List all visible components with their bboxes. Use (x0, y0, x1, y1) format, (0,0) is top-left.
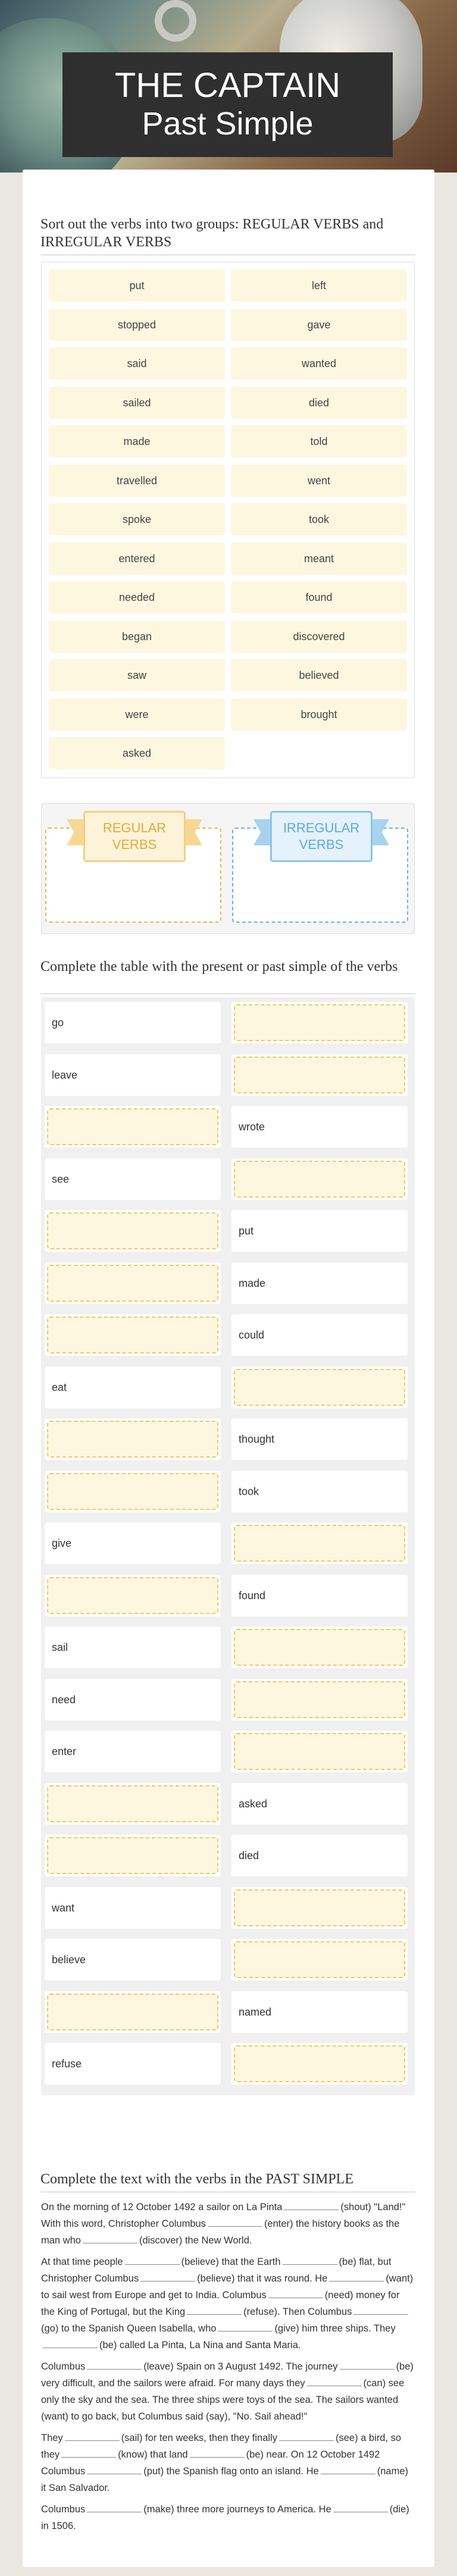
story-text-segment: (refuse). Then Columbus (243, 2307, 352, 2317)
story-text-segment: Columbus (41, 2361, 86, 2372)
verb-chip[interactable]: told (231, 425, 407, 457)
answer-input[interactable] (231, 1627, 408, 1668)
answer-input[interactable] (45, 1783, 221, 1825)
story-text-segment: (need) money for the King of Portugal, but the King (41, 2290, 400, 2317)
gap-input[interactable] (283, 2264, 337, 2265)
verb-chip[interactable]: left (231, 269, 407, 302)
exercise2-instruction: Complete the table with the present or past simple of the verbs (40, 959, 398, 974)
table-cell: eat (45, 1367, 221, 1408)
answer-input[interactable] (45, 1575, 221, 1616)
answer-input[interactable] (231, 1679, 408, 1721)
story-paragraph (41, 2254, 415, 2354)
verb-chip[interactable]: discovered (231, 621, 407, 653)
verb-chip[interactable]: found (231, 581, 407, 613)
verb-chip[interactable]: gave (231, 309, 407, 341)
answer-input[interactable] (45, 1262, 221, 1304)
regular-verbs-ribbon (67, 811, 202, 862)
exercise1-instruction: Sort out the verbs into two groups: REGULAR VERBS and IRREGULAR VERBS (40, 217, 384, 250)
story-text-segment: (go) to the Spanish Queen Isabella, who (41, 2323, 217, 2334)
groups-panel (41, 803, 415, 934)
table-cell: took (231, 1471, 408, 1512)
verb-chip[interactable]: went (231, 465, 407, 497)
title-box (62, 52, 393, 157)
gap-input[interactable] (65, 2440, 120, 2441)
answer-input[interactable] (231, 1939, 408, 1980)
regular-label-line1: REGULAR (102, 820, 167, 835)
table-cell: see (45, 1158, 221, 1200)
story-text-segment: (leave) Spain on 3 August 1492. The journey (143, 2361, 338, 2372)
story-paragraph (41, 2501, 415, 2534)
story-text-segment: (want) to sail west from Europe and get to India. Columbus (41, 2273, 414, 2301)
table-cell: enter (45, 1731, 221, 1772)
table-cell: go (45, 1002, 221, 1043)
story-text-segment: (give) him three ships. They (274, 2323, 396, 2334)
table-cell: give (45, 1522, 221, 1564)
answer-input[interactable] (231, 1887, 408, 1929)
gap-input[interactable] (329, 2281, 384, 2282)
story-text-segment: (believe) that the Earth (181, 2257, 281, 2267)
story-text-segment: (name) it San Salvador. (41, 2466, 409, 2493)
gap-input[interactable] (340, 2369, 395, 2370)
gap-input[interactable] (353, 2314, 408, 2315)
table-cell: made (231, 1262, 408, 1304)
gap-input[interactable] (61, 2457, 116, 2458)
story-paragraph (41, 2199, 415, 2249)
story-text (41, 2199, 415, 2539)
page-title: THE CAPTAIN (114, 66, 341, 105)
table-cell: asked (231, 1783, 408, 1825)
table-cell: thought (231, 1418, 408, 1460)
answer-input[interactable] (45, 1210, 221, 1252)
gap-input[interactable] (87, 2369, 142, 2370)
table-cell: sail (45, 1627, 221, 1668)
answer-input[interactable] (45, 1418, 221, 1460)
answer-input[interactable] (231, 1158, 408, 1200)
verb-table (41, 997, 415, 2095)
verb-chip[interactable]: saw (49, 659, 225, 691)
story-text-segment: Columbus (41, 2504, 86, 2515)
irregular-verbs-dropzone[interactable] (232, 820, 408, 923)
answer-input[interactable] (231, 1054, 408, 1096)
answer-input[interactable] (231, 1367, 408, 1408)
table-cell: need (45, 1679, 221, 1721)
answer-input[interactable] (231, 1731, 408, 1772)
verb-chip[interactable]: brought (231, 698, 407, 731)
story-text-segment: (be) flat, but Christopher Columbus (41, 2257, 392, 2284)
story-text-segment: (be) called La Pinta, La Nina and Santa Maria. (99, 2340, 301, 2351)
verb-chip[interactable]: travelled (49, 465, 225, 497)
exercise3-instruction: Complete the text with the verbs in the PAST SIMPLE (40, 2171, 353, 2187)
story-text-segment: (see) a bird, so they (41, 2433, 402, 2460)
answer-input[interactable] (45, 1835, 221, 1876)
verb-chip[interactable]: believed (231, 659, 407, 691)
story-text-segment: On the morning of 12 October 1492 a sailor on La Pinta (41, 2202, 283, 2213)
answer-input[interactable] (231, 1002, 408, 1043)
story-text-segment: (sail) for ten weeks, then they finally (121, 2433, 277, 2443)
verb-chip[interactable]: entered (49, 543, 225, 575)
answer-input[interactable] (45, 1991, 221, 2033)
gap-input[interactable] (140, 2281, 195, 2282)
gap-input[interactable] (190, 2457, 245, 2458)
mug-handle-image (155, 0, 196, 42)
gap-input[interactable] (187, 2314, 242, 2315)
verb-chip[interactable]: stopped (49, 309, 225, 341)
verb-chip[interactable]: began (49, 621, 225, 653)
regular-verbs-dropzone[interactable] (45, 820, 221, 923)
table-cell: found (231, 1575, 408, 1616)
irregular-verbs-ribbon (253, 811, 389, 862)
table-cell: could (231, 1314, 408, 1356)
verb-chip[interactable]: made (49, 425, 225, 457)
story-text-segment: (believe) that it was round. He (197, 2273, 328, 2284)
irregular-label-line2: VERBS (299, 837, 344, 852)
story-text-segment: They (41, 2433, 63, 2443)
story-text-segment: (can) see only the sky and the sea. The three ships were toys of the sea. The sailors wanted (want) to go back, but Columbus said (say), "No. Sail ahead!" (41, 2378, 405, 2422)
story-text-segment: (die) in 1506. (41, 2504, 409, 2531)
table-cell: named (231, 1991, 408, 2033)
verb-chip[interactable]: asked (49, 737, 225, 769)
story-text-segment: (be) near. On 12 October 1492 Columbus (41, 2449, 380, 2477)
verb-chip[interactable]: wanted (231, 347, 407, 380)
story-text-segment: (make) three more journeys to America. He (143, 2504, 331, 2515)
gap-input[interactable] (125, 2264, 180, 2265)
regular-label-line2: VERBS (112, 837, 157, 852)
story-paragraph (41, 2430, 415, 2496)
verb-chip[interactable]: sailed (49, 387, 225, 419)
answer-input[interactable] (231, 2043, 408, 2085)
story-text-segment: (know) that land (118, 2449, 188, 2460)
header-banner (0, 0, 457, 173)
story-text-segment: (put) the Spanish flag onto an island. He (143, 2466, 319, 2477)
table-cell: leave (45, 1054, 221, 1096)
table-cell: refuse (45, 2043, 221, 2085)
answer-input[interactable] (45, 1106, 221, 1148)
table-cell: put (231, 1210, 408, 1252)
gap-input[interactable] (279, 2440, 334, 2441)
verb-bank (41, 262, 415, 778)
verb-chip[interactable]: put (49, 269, 225, 302)
page-subtitle: Past Simple (142, 106, 314, 142)
story-paragraph (41, 2358, 415, 2425)
table-cell: believe (45, 1939, 221, 1980)
verb-chip[interactable]: were (49, 698, 225, 731)
verb-chip[interactable]: said (49, 347, 225, 380)
table-cell: wrote (231, 1106, 408, 1148)
story-text-segment: (enter) the history books as the man who (41, 2218, 400, 2246)
story-text-segment: (be) very difficult, and the sailors were afraid. For many days they (41, 2361, 414, 2389)
answer-input[interactable] (231, 1522, 408, 1564)
irregular-label-line1: IRREGULAR (283, 820, 360, 835)
story-text-segment: (discover) the New World. (139, 2235, 252, 2246)
verb-chip[interactable]: died (231, 387, 407, 419)
story-text-segment: (shout) "Land!" With this word, Christopher Columbus (41, 2202, 406, 2229)
verb-chip[interactable]: spoke (49, 503, 225, 535)
answer-input[interactable] (45, 1314, 221, 1356)
table-cell: died (231, 1835, 408, 1876)
story-text-segment: At that time people (41, 2257, 123, 2267)
gap-input[interactable] (208, 2226, 262, 2227)
verb-chip[interactable]: needed (49, 581, 225, 613)
table-cell: want (45, 1887, 221, 1929)
verb-chip[interactable]: took (231, 503, 407, 535)
verb-chip[interactable]: meant (231, 543, 407, 575)
answer-input[interactable] (45, 1471, 221, 1512)
